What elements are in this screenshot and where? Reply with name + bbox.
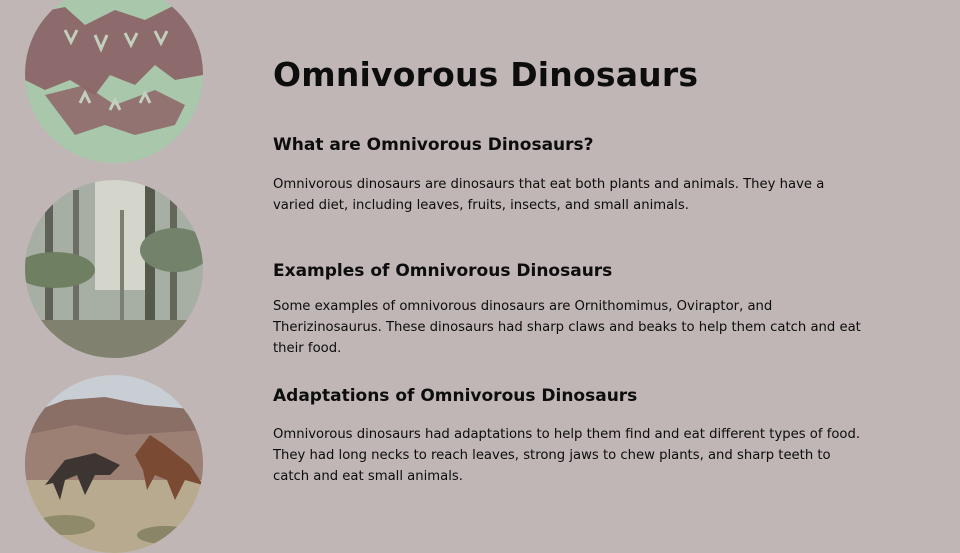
- section-body-examples: Some examples of omnivorous dinosaurs are Ornithomimus, Oviraptor, and Therizinosaurus. These dinosaurs had sharp claws and beaks to help them catch and eat their food.: [273, 299, 861, 356]
- dinosaurs-desert-image: [25, 375, 203, 553]
- section-heading-adaptations: Adaptations of Omnivorous Dinosaurs: [273, 386, 638, 406]
- page-title: Omnivorous Dinosaurs: [273, 55, 699, 94]
- section-heading-what: What are Omnivorous Dinosaurs?: [273, 135, 594, 155]
- section-body-what: Omnivorous dinosaurs are dinosaurs that eat both plants and animals. They have a varied diet, including leaves, fruits, insects, and small animals.: [273, 177, 825, 213]
- section-heading-examples: Examples of Omnivorous Dinosaurs: [273, 261, 613, 281]
- forest-image: [25, 180, 203, 358]
- dinosaur-skull-image: [25, 0, 203, 163]
- section-body-adaptations: Omnivorous dinosaurs had adaptations to help them find and eat different types of food. They had long necks to reach leaves, strong jaws to chew plants, and sharp teeth to catch and eat small animals.: [273, 427, 861, 484]
